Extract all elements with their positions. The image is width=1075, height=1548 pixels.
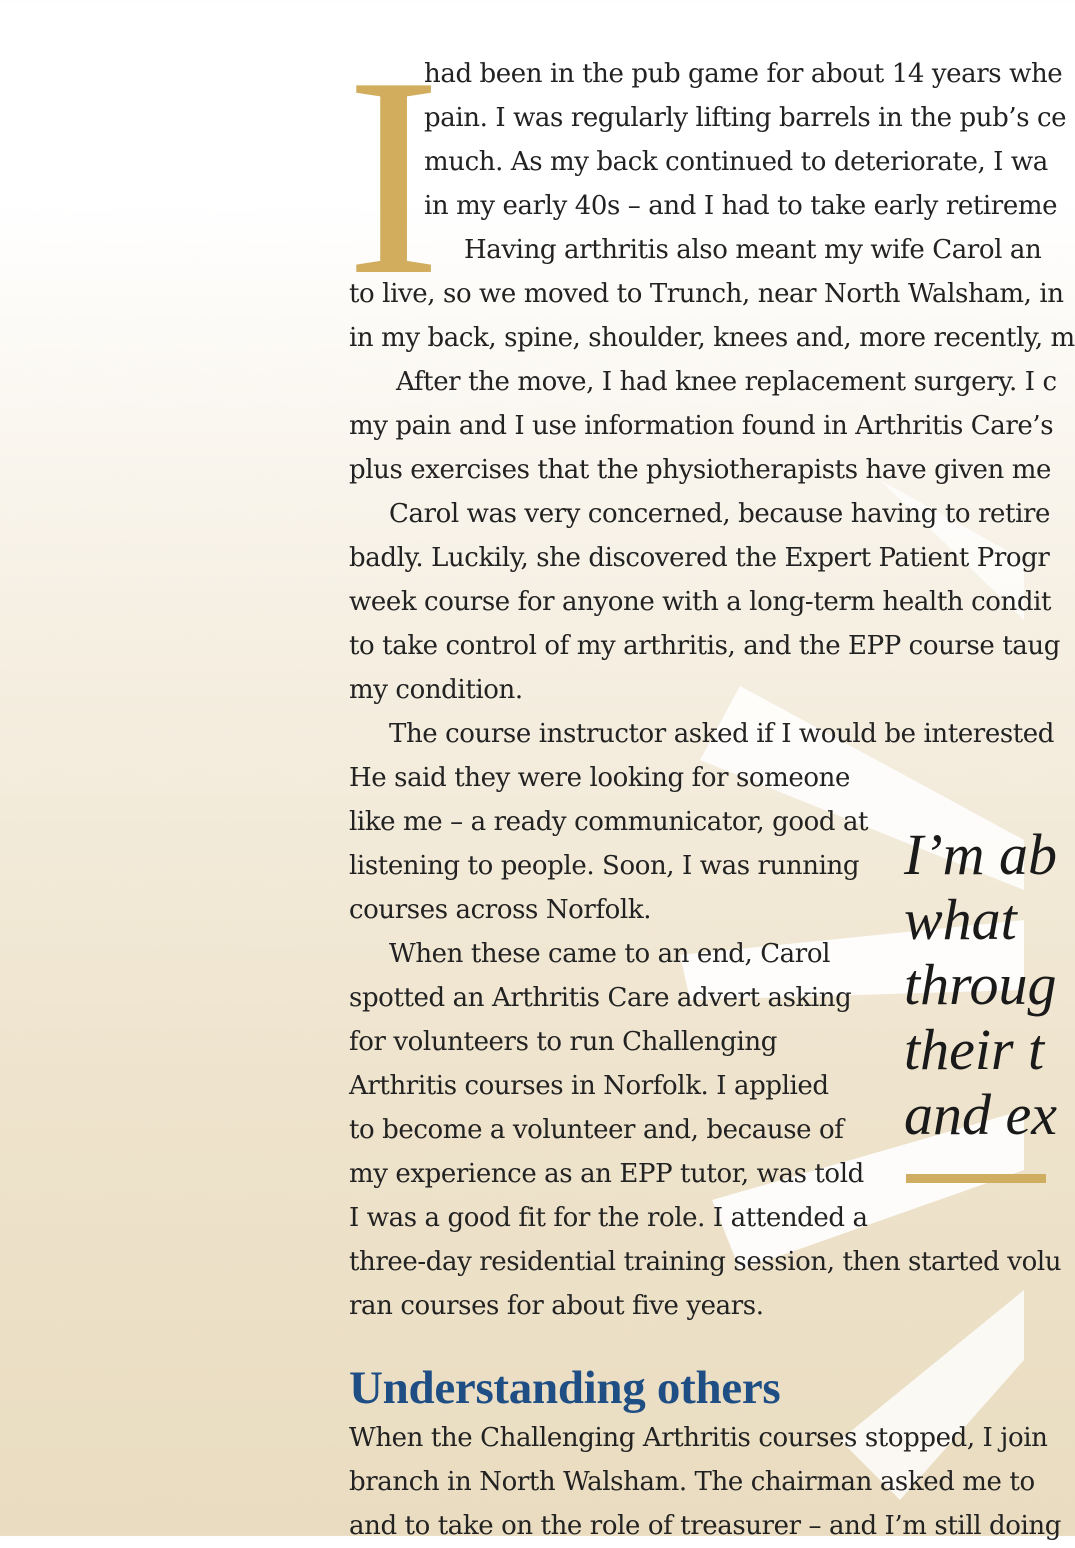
- body-line: branch in North Walsham. The chairman asked me to: [349, 1467, 1035, 1497]
- body-line: for volunteers to run Challenging: [349, 1027, 777, 1057]
- section-heading: Understanding others: [349, 1362, 781, 1414]
- pull-quote-line: what: [904, 887, 1017, 952]
- body-line: courses across Norfolk.: [349, 895, 652, 925]
- body-line: Carol was very concerned, because having to retire: [389, 499, 1051, 529]
- pull-quote-line: throug: [904, 952, 1057, 1017]
- pull-quote-line: and ex: [904, 1082, 1057, 1147]
- body-line: plus exercises that the physiotherapists have given me: [349, 455, 1051, 485]
- body-line: my condition.: [349, 675, 523, 705]
- body-line: to live, so we moved to Trunch, near North Walsham, in: [349, 279, 1064, 309]
- body-line: He said they were looking for someone: [349, 763, 850, 793]
- body-line: Arthritis courses in Norfolk. I applied: [349, 1071, 829, 1101]
- body-line: When the Challenging Arthritis courses stopped, I join: [349, 1423, 1048, 1453]
- body-line: like me – a ready communicator, good at: [349, 807, 869, 837]
- body-line: had been in the pub game for about 14 years whe: [424, 59, 1063, 89]
- body-line: When these came to an end, Carol: [389, 939, 830, 969]
- body-line: to become a volunteer and, because of: [349, 1115, 844, 1145]
- body-line: to take control of my arthritis, and the EPP course taug: [349, 631, 1060, 661]
- body-line: and to take on the role of treasurer – and I’m still doing: [349, 1511, 1062, 1541]
- body-line: in my early 40s – and I had to take early retireme: [424, 191, 1058, 221]
- body-line: much. As my back continued to deteriorate, I wa: [424, 147, 1048, 177]
- body-line: listening to people. Soon, I was running: [349, 851, 860, 881]
- body-line: three-day residential training session, then started volu: [349, 1247, 1062, 1277]
- pull-quote-rule: [906, 1174, 1046, 1183]
- drop-cap: I: [346, 18, 441, 334]
- pull-quote-line: their t: [904, 1017, 1045, 1082]
- body-line: After the move, I had knee replacement surgery. I c: [396, 367, 1057, 397]
- body-line: my experience as an EPP tutor, was told: [349, 1159, 864, 1189]
- body-line: I was a good fit for the role. I attended a: [349, 1203, 868, 1233]
- body-line: my pain and I use information found in Arthritis Care’s: [349, 411, 1054, 441]
- body-line: in my back, spine, shoulder, knees and, more recently, m: [349, 323, 1075, 353]
- body-line: Having arthritis also meant my wife Carol an: [464, 235, 1042, 265]
- body-line: ran courses for about five years.: [349, 1291, 764, 1321]
- body-line: badly. Luckily, she discovered the Expert Patient Progr: [349, 543, 1050, 573]
- body-line: pain. I was regularly lifting barrels in the pub’s ce: [424, 103, 1067, 133]
- body-line: spotted an Arthritis Care advert asking: [349, 983, 852, 1013]
- body-line: The course instructor asked if I would be interested: [389, 719, 1055, 749]
- pull-quote-line: I’m ab: [904, 822, 1058, 887]
- body-line: week course for anyone with a long-term health condit: [349, 587, 1052, 617]
